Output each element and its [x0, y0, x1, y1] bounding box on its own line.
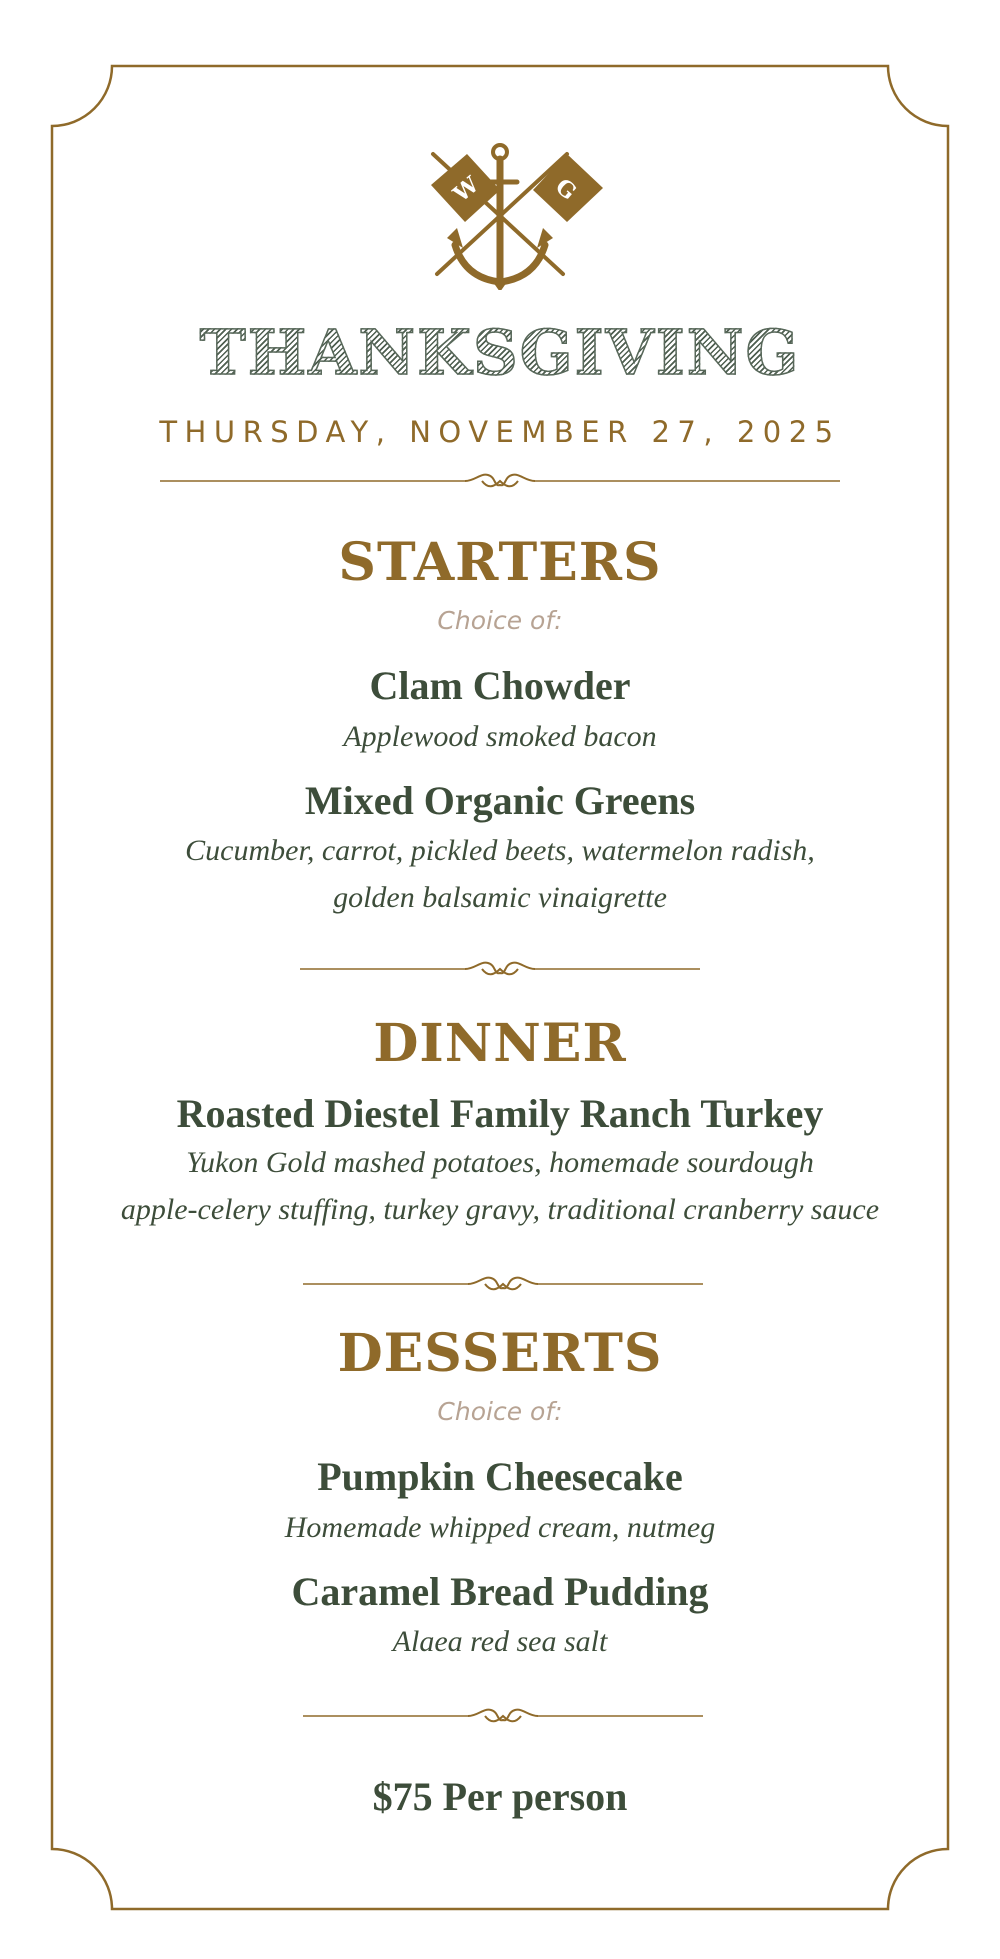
menu-item-description: Alaea red sea salt — [392, 1625, 608, 1658]
anchor-with-crossed-flags-icon — [395, 140, 605, 290]
ornamental-divider — [160, 469, 840, 493]
page-title: THANKSGIVING — [0, 322, 1000, 384]
menu-item-name: Pumpkin Cheesecake — [317, 1454, 683, 1499]
section-title-dinner: DINNER — [373, 1013, 627, 1074]
menu-item-name: Roasted Diestel Family Ranch Turkey — [176, 1091, 824, 1136]
event-date: THURSDAY, NOVEMBER 27, 2025 — [159, 415, 841, 449]
menu-item-name: Clam Chowder — [369, 663, 631, 708]
menu-item-description: golden balsamic vinaigrette — [333, 881, 667, 914]
menu-item-description: Cucumber, carrot, pickled beets, watermelon radish, — [185, 834, 815, 867]
menu-item-description: apple-celery stuffing, turkey gravy, traditional cranberry sauce — [120, 1193, 880, 1226]
choice-label: Choice of: — [437, 1397, 563, 1426]
choice-label: Choice of: — [437, 606, 563, 635]
ornamental-divider — [303, 1704, 703, 1728]
section-title-desserts: DESSERTS — [337, 1323, 663, 1384]
ornamental-divider — [303, 1272, 703, 1296]
section-title-starters: STARTERS — [338, 532, 662, 593]
logo-flag-left-letter: W — [448, 171, 485, 208]
logo-flag-right-letter: G — [550, 173, 582, 206]
menu-item-name: Mixed Organic Greens — [304, 778, 696, 823]
menu-item-description: Applewood smoked bacon — [343, 720, 657, 753]
price-per-person: $75 Per person — [372, 1774, 628, 1819]
ornamental-divider — [300, 957, 700, 981]
menu-item-description: Homemade whipped cream, nutmeg — [284, 1511, 716, 1544]
menu-item-description: Yukon Gold mashed potatoes, homemade sourdough — [186, 1146, 814, 1179]
menu-item-name: Caramel Bread Pudding — [291, 1569, 709, 1614]
